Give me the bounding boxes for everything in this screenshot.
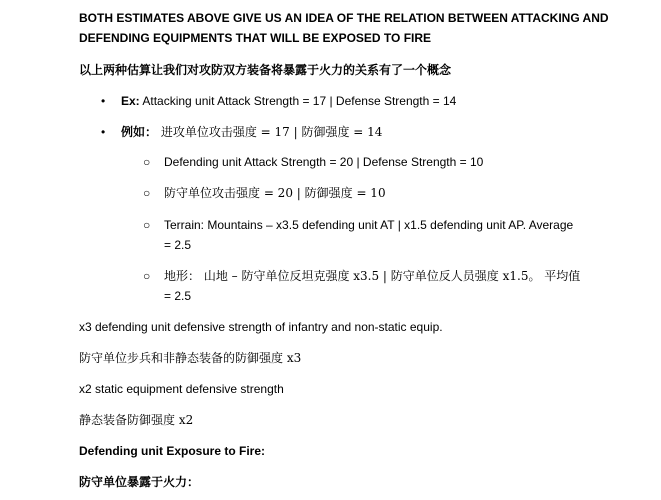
bullet-item-example-en: [121, 90, 456, 112]
bullet-item-example-zh: [121, 121, 382, 143]
heading-en-line1: BOTH ESTIMATES ABOVE GIVE US AN IDEA OF THE RELATION BETWEEN ATTACKING AND: [79, 11, 609, 25]
heading-zh: 以上两种估算让我们对攻防双方装备将暴露于火力的关系有了一个概念: [79, 63, 452, 77]
sub-bullet-defending-en: Defending unit Attack Strength = 20 | Defense Strength = 10: [164, 155, 484, 169]
circle-bullet-icon: ○: [143, 269, 151, 283]
sub-bullet-terrain-zh-line2: = 2.5: [164, 289, 192, 303]
bullet-text: 进攻单位攻击强度 = 17 | 防御强度 = 14: [157, 125, 383, 139]
heading-en-line2: DEFENDING EQUIPMENTS THAT WILL BE EXPOSED TO FIRE: [79, 31, 432, 45]
sub-bullet-terrain-en-line1: Terrain: Mountains – x3.5 defending unit AT | x1.5 defending unit AP. Average: [164, 218, 574, 232]
para-x2-zh: 静态装备防御强度 x2: [79, 413, 194, 427]
bullet-label: Ex:: [121, 94, 140, 108]
sub-bullet-defending-zh: 防守单位攻击强度 = 20 | 防御强度 = 10: [164, 186, 386, 200]
bullet-dot-icon: •: [101, 125, 106, 139]
bullet-label: 例如：: [121, 125, 158, 139]
circle-bullet-icon: ○: [143, 186, 151, 200]
para-x3-en: x3 defending unit defensive strength of infantry and non-static equip.: [79, 320, 443, 334]
bullet-dot-icon: •: [101, 94, 106, 108]
bullet-text: Attacking unit Attack Strength = 17 | Defense Strength = 14: [139, 94, 457, 108]
circle-bullet-icon: ○: [143, 218, 151, 232]
para-x2-en: x2 static equipment defensive strength: [79, 382, 284, 396]
exposure-heading-en: Defending unit Exposure to Fire:: [79, 444, 266, 458]
circle-bullet-icon: ○: [143, 155, 151, 169]
sub-bullet-terrain-en-line2: = 2.5: [164, 238, 192, 252]
sub-bullet-terrain-zh-line1: 地形： 山地 – 防守单位反坦克强度 x3.5 | 防守单位反人员强度 x1.5。 平均值: [164, 269, 581, 283]
exposure-heading-zh: 防守单位暴露于火力：: [79, 475, 200, 489]
para-x3-zh: 防守单位步兵和非静态装备的防御强度 x3: [79, 351, 302, 365]
